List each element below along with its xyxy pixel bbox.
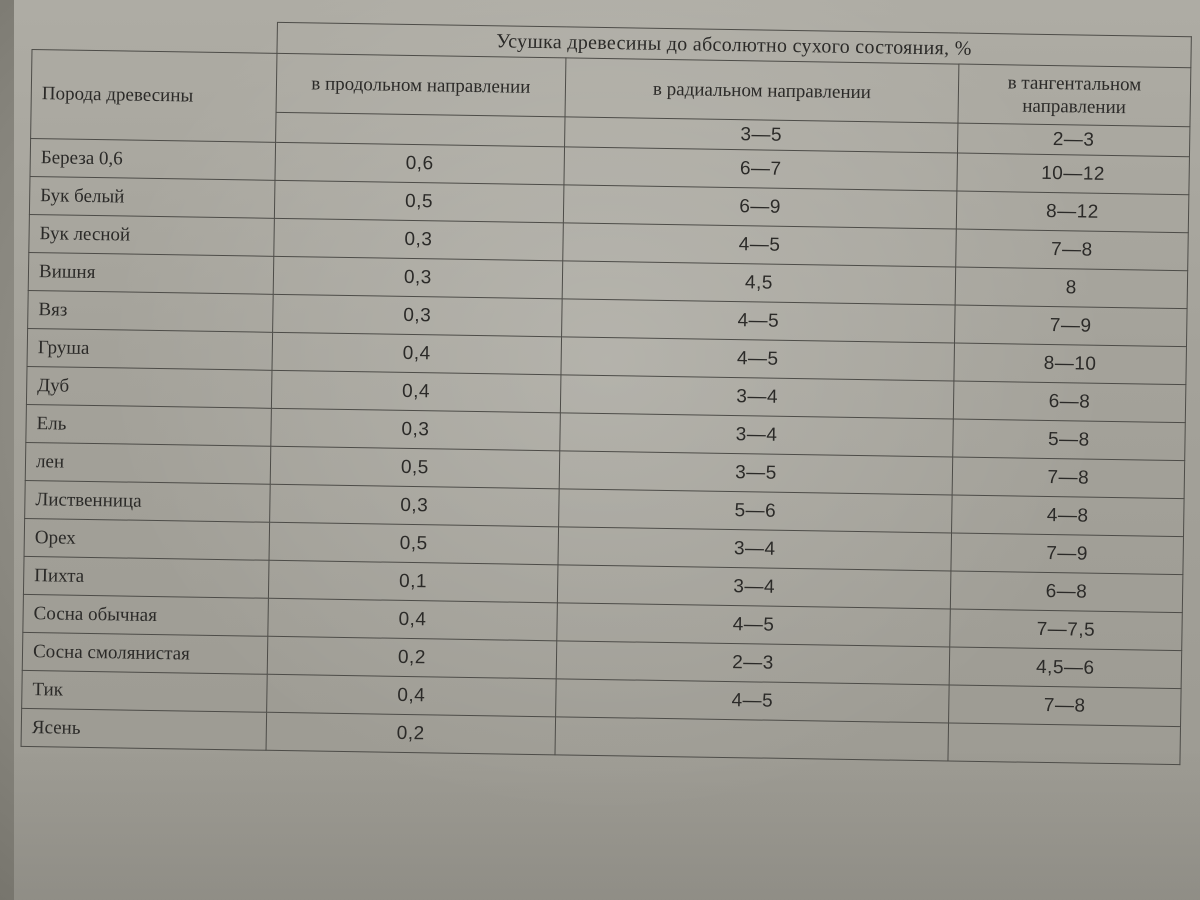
species-name: Ель <box>26 404 271 446</box>
species-name: Дуб <box>26 366 271 408</box>
species-name: Вишня <box>28 252 273 294</box>
longitudinal-value: 0,3 <box>269 484 559 527</box>
radial-value: 3—4 <box>561 375 954 419</box>
tangential-value: 7—7,5 <box>949 609 1182 651</box>
species-name: Бук белый <box>29 176 274 218</box>
radial-value: 3—5 <box>559 451 952 495</box>
longitudinal-value: 0,4 <box>267 598 557 641</box>
tangential-value: 7—8 <box>948 685 1181 727</box>
tangential-value: 6—8 <box>950 571 1183 613</box>
species-name: лен <box>25 442 270 484</box>
tangential-value: 4,5—6 <box>949 647 1182 689</box>
longitudinal-value: 0,4 <box>266 674 556 717</box>
species-name: Ясень <box>21 708 266 750</box>
longitudinal-value: 0,5 <box>274 180 564 223</box>
tangential-value: 10—12 <box>957 153 1190 195</box>
radial-value: 2—3 <box>556 641 949 685</box>
species-name: Вяз <box>28 290 273 332</box>
header-shrinkage-title: Усушка древесины до абсолютно сухого состояния, % <box>277 22 1192 67</box>
radial-value: 6—9 <box>564 185 957 229</box>
species-name: Береза 0,6 <box>30 138 275 180</box>
radial-value: 4—5 <box>561 337 954 381</box>
longitudinal-value: 0,3 <box>270 408 560 451</box>
book-page <box>14 0 1200 900</box>
tangential-value: 5—8 <box>952 419 1185 461</box>
longitudinal-value: 0,2 <box>266 712 556 755</box>
tangential-value: 7—9 <box>954 305 1187 347</box>
longitudinal-value: 0,4 <box>271 370 561 413</box>
tangential-value: 6—8 <box>953 381 1186 423</box>
tangential-value: 8 <box>955 267 1188 309</box>
radial-value: 3—4 <box>558 565 951 609</box>
species-name: Пихта <box>23 556 268 598</box>
tangential-value: 7—9 <box>951 533 1184 575</box>
longitudinal-value: 0,2 <box>267 636 557 679</box>
longitudinal-value: 0,3 <box>273 218 563 261</box>
tangential-value: 7—8 <box>952 457 1185 499</box>
tangential-value: 4—8 <box>951 495 1184 537</box>
shrinkage-table <box>21 18 1192 765</box>
page-shadow <box>14 750 1200 900</box>
header-tangential: в тангентальном направлении <box>958 64 1191 127</box>
radial-value: 4,5 <box>562 261 955 305</box>
radial-value: 3—4 <box>558 527 951 571</box>
tangential-value: 8—12 <box>956 191 1189 233</box>
first-longitudinal-empty <box>275 112 565 147</box>
shrinkage-table-wrap <box>21 18 1194 766</box>
radial-value: 4—5 <box>557 603 950 647</box>
longitudinal-value: 0,5 <box>269 522 559 565</box>
longitudinal-value: 0,3 <box>272 294 562 337</box>
longitudinal-value: 0,1 <box>268 560 558 603</box>
radial-value: 4—5 <box>563 223 956 267</box>
species-name: Орех <box>24 518 269 560</box>
species-name: Бук лесной <box>29 214 274 256</box>
species-name: Лиственница <box>25 480 270 522</box>
longitudinal-value: 0,5 <box>270 446 560 489</box>
tangential-value: 8—10 <box>954 343 1187 385</box>
radial-value: 4—5 <box>562 299 955 343</box>
header-wood-species: Порода древесины <box>31 50 277 143</box>
species-name: Груша <box>27 328 272 370</box>
header-longitudinal: в продольном направлении <box>276 53 567 117</box>
first-radial-value: 3—5 <box>565 117 958 153</box>
radial-value: 6—7 <box>564 147 957 191</box>
header-radial: в радиальном направлении <box>565 58 958 123</box>
radial-value: 3—4 <box>560 413 953 457</box>
table-body <box>21 138 1189 764</box>
tangential-value: 7—8 <box>955 229 1188 271</box>
radial-value: 4—5 <box>556 679 949 723</box>
radial-value: 5—6 <box>559 489 952 533</box>
longitudinal-value: 0,6 <box>275 142 565 185</box>
species-name: Сосна обычная <box>23 594 268 636</box>
first-tangential-value: 2—3 <box>957 123 1190 157</box>
species-name: Сосна смолянистая <box>22 632 267 674</box>
species-name: Тик <box>22 670 267 712</box>
longitudinal-value: 0,3 <box>273 256 563 299</box>
header-empty-corner <box>32 19 277 54</box>
longitudinal-value: 0,4 <box>272 332 562 375</box>
